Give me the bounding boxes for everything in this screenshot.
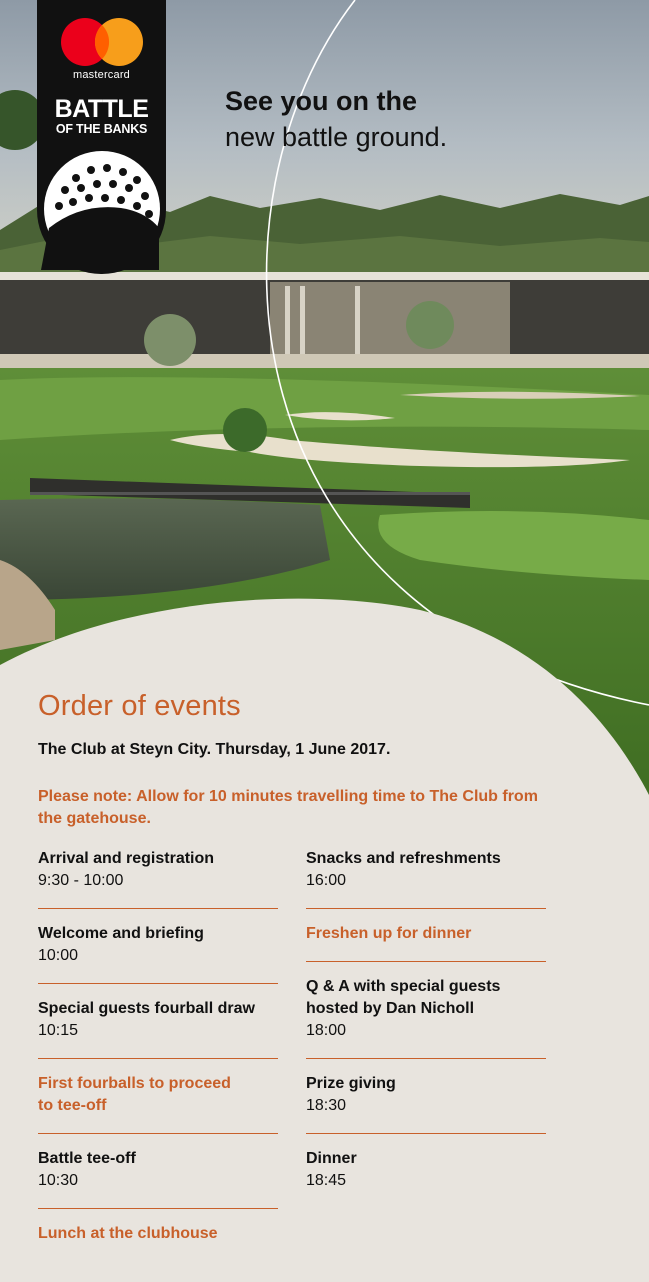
event-name: Special guests fourball draw — [38, 1000, 255, 1017]
event-time: 16:00 — [306, 872, 347, 889]
event-item — [306, 909, 546, 962]
event-name: First fourballs to proceed — [38, 1075, 231, 1092]
section-title: Order of events — [38, 690, 241, 722]
event-item — [38, 1134, 278, 1209]
event-name: hosted by Dan Nicholl — [306, 1000, 475, 1017]
mastercard-wordmark: mastercard — [72, 69, 131, 81]
event-item — [38, 909, 278, 984]
event-name: Freshen up for dinner — [306, 925, 472, 942]
event-item — [38, 1059, 278, 1134]
event-item — [306, 1059, 546, 1134]
tagline-line-1: See you on the — [225, 86, 418, 116]
event-name: Lunch at the clubhouse — [38, 1225, 218, 1242]
event-item — [306, 848, 546, 909]
logo-battle-text: BATTLE — [54, 95, 149, 123]
event-time: 18:45 — [306, 1172, 347, 1189]
event-name: Welcome and briefing — [38, 925, 204, 942]
event-time: 10:00 — [38, 947, 79, 964]
event-name: Q & A with special guests — [306, 978, 501, 995]
event-name: Snacks and refreshments — [306, 850, 501, 867]
logo-of-the-banks-text: OF THE BANKS — [55, 122, 148, 136]
event-time: 9:30 - 10:00 — [38, 872, 124, 889]
tagline-line-2: new battle ground. — [225, 122, 448, 152]
event-name: Battle tee-off — [38, 1150, 136, 1167]
event-item — [306, 1134, 546, 1194]
event-item — [38, 848, 278, 909]
event-time: 10:15 — [38, 1022, 79, 1039]
event-item — [38, 984, 278, 1059]
event-name: Prize giving — [306, 1075, 396, 1092]
event-name: Arrival and registration — [38, 850, 215, 867]
venue-date-text: The Club at Steyn City. Thursday, 1 June 2017. — [38, 741, 391, 758]
event-time: 18:30 — [306, 1097, 347, 1114]
events-left-column — [38, 848, 278, 1269]
event-name: to tee-off — [38, 1097, 107, 1114]
events-right-column — [306, 848, 546, 1194]
travel-note: Please note: Allow for 10 minutes travelling time to The Club from the gatehouse. — [38, 788, 538, 827]
event-item — [38, 1209, 278, 1269]
event-item — [306, 962, 546, 1059]
event-time: 10:30 — [38, 1172, 79, 1189]
event-name: Dinner — [306, 1150, 357, 1167]
event-time: 18:00 — [306, 1022, 347, 1039]
